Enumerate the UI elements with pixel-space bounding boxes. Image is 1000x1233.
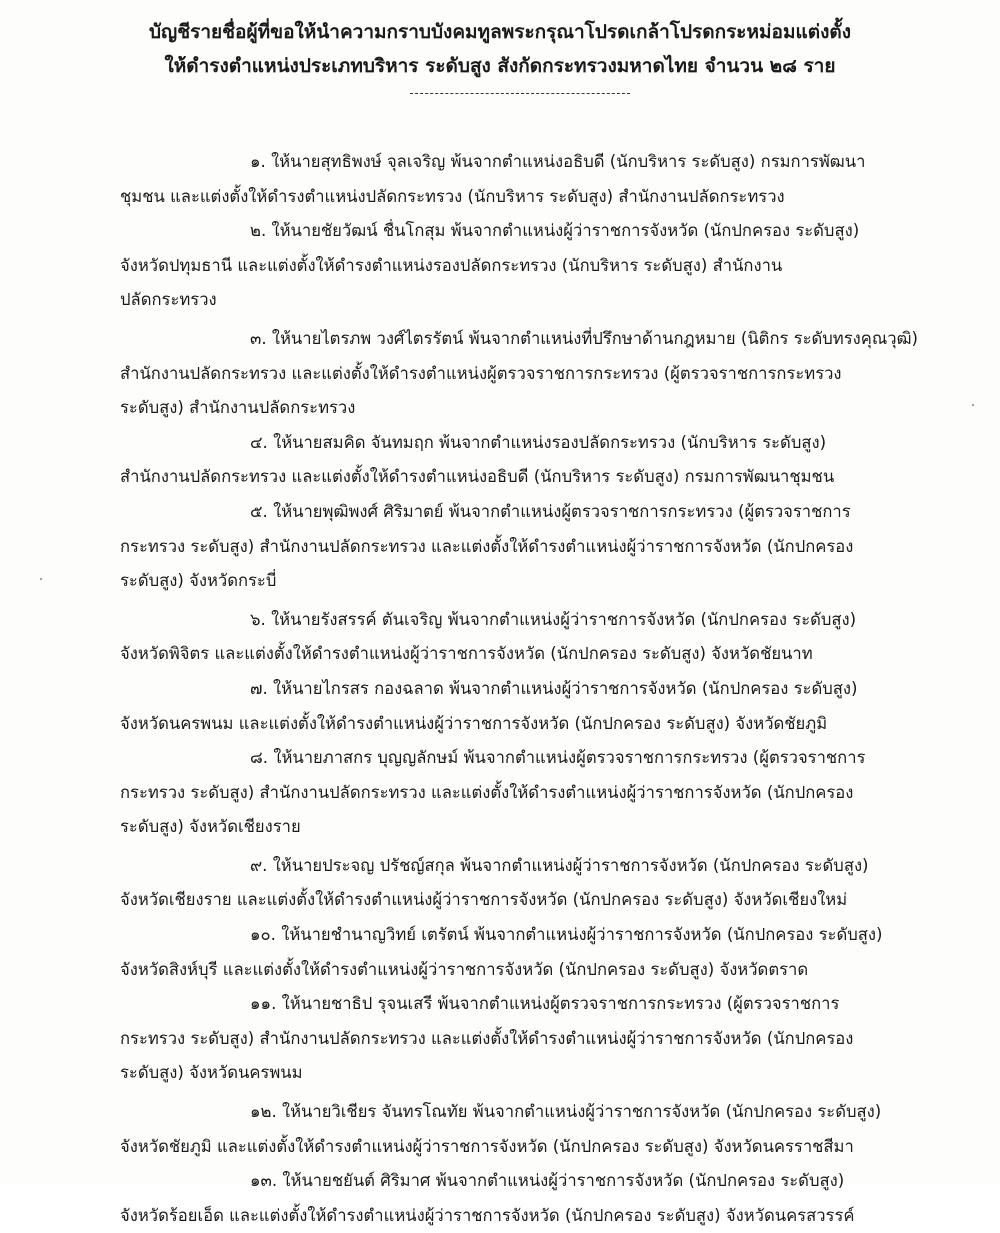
appointment-entry-first-line: ๖. ให้นายรังสรรค์ ตันเจริญ พ้นจากตำแหน่งผู้ว่าราชการจังหวัด (นักปกครอง ระดับสูง)	[250, 609, 857, 629]
appointment-entry-first-line: ๓. ให้นายไตรภพ วงศ์ไตรรัตน์ พ้นจากตำแหน่งที่ปรึกษาด้านกฎหมาย (นิติกร ระดับทรงคุณวุฒิ)	[250, 328, 919, 348]
appointment-entry	[120, 495, 920, 599]
title-divider	[410, 93, 630, 95]
appointment-entry-line: ปลัดกระทรวง	[120, 290, 217, 310]
appointment-entry	[120, 322, 920, 426]
appointment-entry-line: จังหวัดเชียงราย และแต่งตั้งให้ดำรงตำแหน่งผู้ว่าราชการจังหวัด (นักปกครอง ระดับสูง) จังหวัดเชียงใหม่	[120, 890, 848, 910]
appointment-entry-line: จังหวัดชัยภูมิ และแต่งตั้งให้ดำรงตำแหน่งผู้ว่าราชการจังหวัด (นักปกครอง ระดับสูง) จังหวัดนครราชสีมา	[120, 1136, 854, 1156]
appointment-entry-first-line: ๑๓. ให้นายชยันต์ ศิริมาศ พ้นจากตำแหน่งผู้ว่าราชการจังหวัด (นักปกครอง ระดับสูง)	[250, 1171, 845, 1191]
appointment-entry-first-line: ๕. ให้นายพุฒิพงศ์ ศิริมาตย์ พ้นจากตำแหน่งผู้ตรวจราชการกระทรวง (ผู้ตรวจราชการ	[250, 501, 851, 521]
appointment-entry-first-line: ๗. ให้นายไกรสร กองฉลาด พ้นจากตำแหน่งผู้ว่าราชการจังหวัด (นักปกครอง ระดับสูง)	[250, 678, 858, 698]
appointment-entry-line: จังหวัดปทุมธานี และแต่งตั้งให้ดำรงตำแหน่งรองปลัดกระทรวง (นักบริหาร ระดับสูง) สำนักงาน	[120, 255, 783, 275]
appointment-entry-line: กระทรวง ระดับสูง) สำนักงานปลัดกระทรวง และแต่งตั้งให้ดำรงตำแหน่งผู้ว่าราชการจังหวัด (นักปกครอง	[120, 536, 854, 556]
appointment-entry-line: กระทรวง ระดับสูง) สำนักงานปลัดกระทรวง และแต่งตั้งให้ดำรงตำแหน่งผู้ว่าราชการจังหวัด (นักปกครอง	[120, 782, 854, 802]
appointment-entry-line: ชุมชน และแต่งตั้งให้ดำรงตำแหน่งปลัดกระทรวง (นักบริหาร ระดับสูง) สำนักงานปลัดกระทรวง	[120, 186, 785, 206]
appointment-entry-line: ระดับสูง) สำนักงานปลัดกระทรวง	[120, 398, 356, 418]
appointment-entry	[120, 918, 920, 987]
appointment-entry-line: สำนักงานปลัดกระทรวง และแต่งตั้งให้ดำรงตำแหน่งผู้ตรวจราชการกระทรวง (ผู้ตรวจราชการกระทรวง	[120, 363, 842, 383]
appointment-entry-line: จังหวัดสิงห์บุรี และแต่งตั้งให้ดำรงตำแหน่งผู้ว่าราชการจังหวัด (นักปกครอง ระดับสูง) จังหวัดตราด	[120, 959, 809, 979]
appointment-entry	[120, 672, 920, 741]
appointment-entry	[120, 849, 920, 918]
appointment-entry-first-line: ๒. ให้นายชัยวัฒน์ ชื่นโกสุม พ้นจากตำแหน่งผู้ว่าราชการจังหวัด (นักปกครอง ระดับสูง)	[250, 221, 860, 241]
appointment-list	[120, 145, 920, 1233]
appointment-entry	[120, 987, 920, 1091]
document-title-line-2: ให้ดำรงตำแหน่งประเภทบริหาร ระดับสูง สังกัดกระทรวงมหาดไทย จำนวน ๒๘ ราย	[164, 55, 836, 77]
appointment-entry-line: จังหวัดร้อยเอ็ด และแต่งตั้งให้ดำรงตำแหน่งผู้ว่าราชการจังหวัด (นักปกครอง ระดับสูง) จังหวัดนครสวรรค์	[120, 1205, 855, 1225]
appointment-entry-first-line: ๔. ให้นายสมคิด จันทมฤก พ้นจากตำแหน่งรองปลัดกระทรวง (นักบริหาร ระดับสูง)	[250, 432, 827, 452]
appointment-entry-first-line: ๘. ให้นายภาสกร บุญญลักษม์ พ้นจากตำแหน่งผู้ตรวจราชการกระทรวง (ผู้ตรวจราชการ	[250, 748, 866, 768]
appointment-entry-line: ระดับสูง) จังหวัดเชียงราย	[120, 817, 301, 837]
appointment-entry-first-line: ๑. ให้นายสุทธิพงษ์ จุลเจริญ พ้นจากตำแหน่งอธิบดี (นักบริหาร ระดับสูง) กรมการพัฒนา	[250, 152, 866, 171]
appointment-entry	[120, 145, 920, 214]
appointment-entry-first-line: ๑๒. ให้นายวิเชียร จันทรโณทัย พ้นจากตำแหน่งผู้ว่าราชการจังหวัด (นักปกครอง ระดับสูง)	[250, 1102, 882, 1122]
appointment-entry-line: ระดับสูง) จังหวัดกระบี่	[120, 571, 277, 591]
appointment-entry	[120, 1164, 920, 1233]
appointment-entry	[120, 741, 920, 845]
appointment-entry-line: จังหวัดพิจิตร และแต่งตั้งให้ดำรงตำแหน่งผู้ว่าราชการจังหวัด (นักปกครอง ระดับสูง) จังหวัดชัยนาท	[120, 644, 813, 664]
appointment-entry-line: ระดับสูง) จังหวัดนครพนม	[120, 1063, 303, 1083]
appointment-entry	[120, 426, 920, 495]
appointment-entry-line: กระทรวง ระดับสูง) สำนักงานปลัดกระทรวง และแต่งตั้งให้ดำรงตำแหน่งผู้ว่าราชการจังหวัด (นักปกครอง	[120, 1028, 854, 1048]
appointment-entry-first-line: ๙. ให้นายประจญ ปรัชญ์สกุล พ้นจากตำแหน่งผู้ว่าราชการจังหวัด (นักปกครอง ระดับสูง)	[250, 855, 869, 875]
appointment-entry	[120, 214, 920, 318]
scan-speck	[40, 578, 42, 580]
appointment-entry	[120, 1095, 920, 1164]
appointment-entry	[120, 603, 920, 672]
appointment-entry-line: จังหวัดนครพนม และแต่งตั้งให้ดำรงตำแหน่งผู้ว่าราชการจังหวัด (นักปกครอง ระดับสูง) จังหวัดชัยภูมิ	[120, 713, 828, 733]
document-title-line-1: บัญชีรายชื่อผู้ที่ขอให้นำความกราบบังคมทูลพระกรุณาโปรดเกล้าโปรดกระหม่อมแต่งตั้ง	[149, 21, 851, 43]
appointment-entry-first-line: ๑๑. ให้นายชาธิป รุจนเสรี พ้นจากตำแหน่งผู้ตรวจราชการกระทรวง (ผู้ตรวจราชการ	[250, 994, 840, 1014]
appointment-entry-first-line: ๑๐. ให้นายชำนาญวิทย์ เตรัตน์ พ้นจากตำแหน่งผู้ว่าราชการจังหวัด (นักปกครอง ระดับสูง)	[250, 925, 883, 945]
scan-speck	[972, 404, 974, 406]
appointment-entry-line: สำนักงานปลัดกระทรวง และแต่งตั้งให้ดำรงตำแหน่งอธิบดี (นักบริหาร ระดับสูง) กรมการพัฒนาชุมชน	[120, 467, 835, 487]
